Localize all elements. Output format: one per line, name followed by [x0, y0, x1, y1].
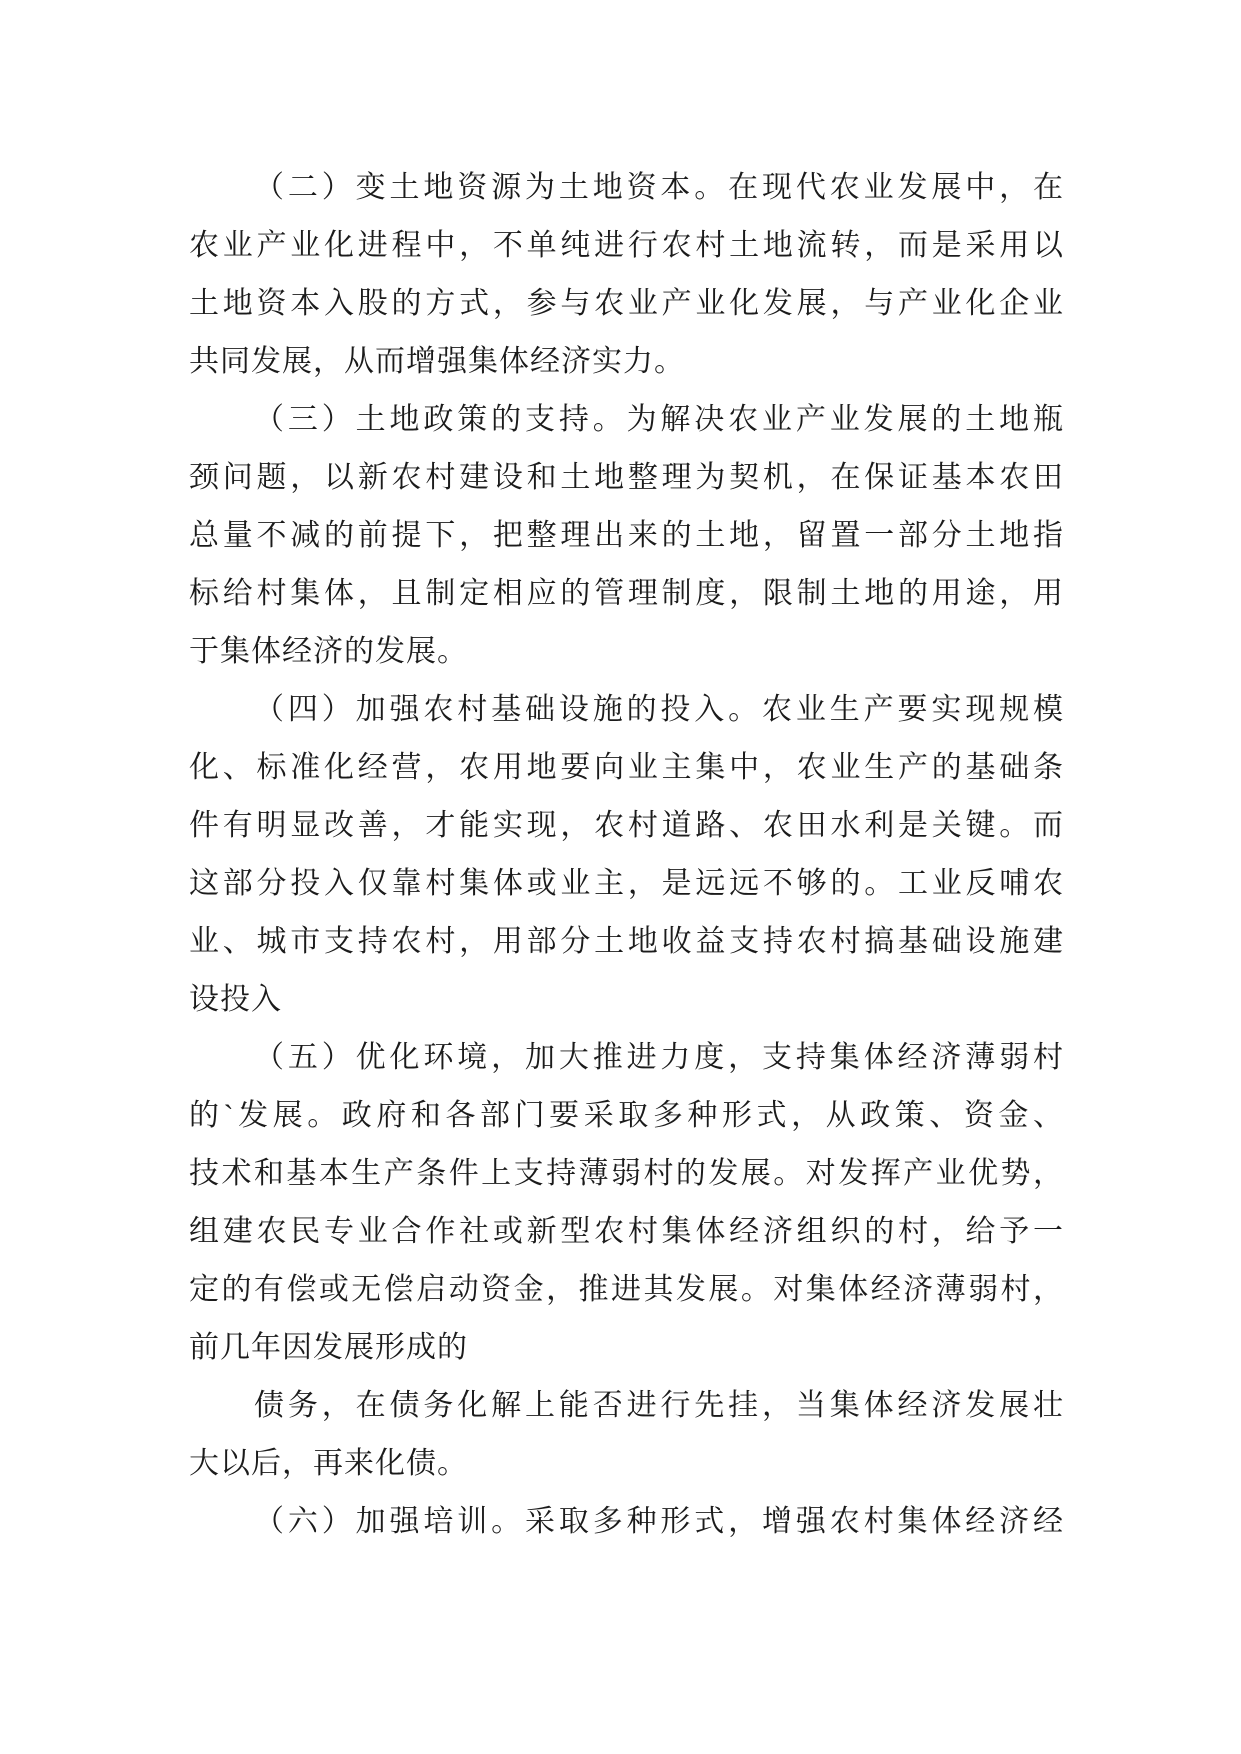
text-line: 定的有偿或无偿启动资金，推进其发展。对集体经济薄弱村，	[189, 1273, 1064, 1306]
text-line: （六）加强培训。采取多种形式，增强农村集体经济经	[254, 1505, 1064, 1538]
text-line: 前几年因发展形成的	[189, 1331, 468, 1364]
text-line: 业、城市支持农村，用部分土地收益支持农村搞基础设施建	[189, 925, 1064, 958]
paragraph-item-4	[189, 681, 1064, 1029]
text-line: 农业产业化进程中，不单纯进行农村土地流转，而是采用以	[189, 229, 1064, 262]
text-line: 这部分投入仅靠村集体或业主，是远远不够的。工业反哺农	[189, 867, 1064, 900]
text-line: 设投入	[189, 983, 282, 1016]
text-line: 颈问题，以新农村建设和土地整理为契机，在保证基本农田	[189, 461, 1064, 494]
text-line: 共同发展，从而增强集体经济实力。	[189, 345, 685, 378]
paragraph-item-2	[189, 159, 1064, 391]
text-line: （二）变土地资源为土地资本。在现代农业发展中，在	[254, 171, 1064, 204]
text-line: 大以后，再来化债。	[189, 1447, 468, 1480]
text-line: 总量不减的前提下，把整理出来的土地，留置一部分土地指	[189, 519, 1064, 552]
text-line: （四）加强农村基础设施的投入。农业生产要实现规模	[254, 693, 1064, 726]
text-line: 的`发展。政府和各部门要采取多种形式，从政策、资金、	[189, 1099, 1064, 1132]
text-line: 组建农民专业合作社或新型农村集体经济组织的村，给予一	[189, 1215, 1064, 1248]
text-line: 债务，在债务化解上能否进行先挂，当集体经济发展壮	[254, 1389, 1064, 1422]
paragraph-item-6	[189, 1493, 1064, 1551]
text-line: 件有明显改善，才能实现，农村道路、农田水利是关键。而	[189, 809, 1064, 842]
text-line: 化、标准化经营，农用地要向业主集中，农业生产的基础条	[189, 751, 1064, 784]
document-body	[189, 159, 1064, 1551]
text-line: （五）优化环境，加大推进力度，支持集体经济薄弱村	[254, 1041, 1064, 1074]
paragraph-item-debt	[189, 1377, 1064, 1493]
paragraph-item-3	[189, 391, 1064, 681]
text-line: 标给村集体，且制定相应的管理制度，限制土地的用途，用	[189, 577, 1064, 610]
paragraph-item-5	[189, 1029, 1064, 1377]
text-line: 技术和基本生产条件上支持薄弱村的发展。对发挥产业优势，	[189, 1157, 1064, 1190]
text-line: （三）土地政策的支持。为解决农业产业发展的土地瓶	[254, 403, 1064, 436]
text-line: 于集体经济的发展。	[189, 635, 468, 668]
text-line: 土地资本入股的方式，参与农业产业化发展，与产业化企业	[189, 287, 1064, 320]
